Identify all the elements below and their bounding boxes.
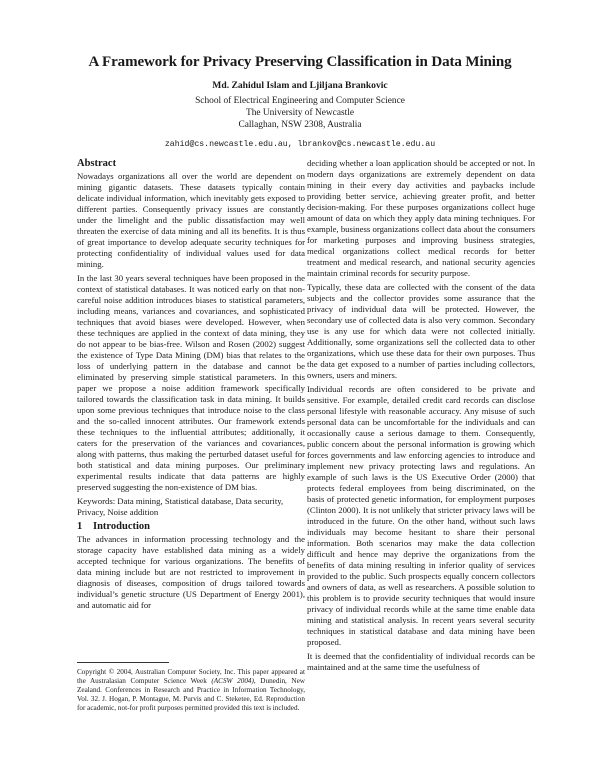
body-paragraph: The advances in information processing technology and the storage capacity have established data mining as a widely accepted technique for various organizations. The benefits of data mining include but are not restricted to improvement in diagnosis of diseases, composition of drugs tailored towards individual’s genetic structure (US Department of Energy 2001), and automatic aid for [77,534,305,610]
section-title: Introduction [93,521,150,532]
footnote-text: Copyright © 2004, Australian Computer Society, Inc. This paper appeared at the Australasian Computer Science Week [77,668,305,685]
footnote-divider [77,662,169,663]
affiliation-university: The University of Newcastle [245,108,355,118]
footnote-text: , Dunedin, New Zealand. Conferences in Research and Practice in Information Technology, Vol. 32. J. Hogan, P. Montague, M. Purvis and C. Steketee, Ed. Reproduction for academic, not-for profit purposes permitted provided this text is included. [77,676,305,712]
paper-title: A Framework for Privacy Preserving Classification in Data Mining [88,54,512,70]
affiliation-address: Callaghan, NSW 2308, Australia [238,120,362,130]
left-column [77,158,305,614]
affiliation-school: School of Electrical Engineering and Computer Science [195,96,405,106]
right-column [307,158,535,676]
keywords: Keywords: Data mining, Statistical database, Data security, Privacy, Noise addition [77,496,284,517]
copyright-footnote [77,668,305,713]
section-heading-introduction [77,521,305,532]
body-paragraph: Typically, these data are collected with the consent of the data subjects and the collector provides some assurance that the privacy of individual data will be protected. However, the secondary use of collected data is also very common. Secondary use is any use for which data were not collected initially. Additionally, some organizations sell the collected data to other organizations, which use these data for their own purposes. Thus the data get exposed to a number of parties including collectors, owners, users and miners. [307,282,535,380]
section-number: 1 [77,521,83,532]
author-emails: zahid@cs.newcastle.edu.au, lbrankov@cs.newcastle.edu.au [164,140,436,149]
author-names: Md. Zahidul Islam and Ljiljana Brankovic [212,80,388,91]
body-paragraph: It is deemed that the confidentiality of individual records can be maintained and at the same time the usefulness of [307,651,535,672]
abstract-paragraph: In the last 30 years several techniques have been proposed in the context of statistical databases. It was noticed early on that non-careful noise addition introduces biases to statistical parameters, including means, variances and covariances, and sophisticated techniques that avoid biases were developed. However, when these techniques are applied in the context of data mining, they do not appear to be bias-free. Wilson and Rosen (2002) suggest the existence of Type Data Mining (DM) bias that relates to the loss of underlying pattern in the database and cannot be eliminated by preserving simple statistical parameters. In this paper we propose a noise addition framework specifically tailored towards the classification task in data mining. It builds upon some previous techniques that introduce noise to the class and the so-called innocent attributes. Our framework extends these techniques to the influential attributes; additionally, it caters for the preservation of the variances and covariances, along with patterns, thus making the perturbed dataset useful for both statistical and data mining purposes. Our preliminary experimental results indicate that data patterns are highly preserved suggesting the non-existence of DM bias. [77,273,305,492]
body-paragraph: Individual records are often considered to be private and sensitive. For example, detailed credit card records can disclose personal lifestyle with reasonable accuracy. Any misuse of such personal data can be uncomfortable for the individuals and can occasionally cause a serious damage to them. Consequently, public concern about the personal information is growing which forces governments and law enforcing agencies to introduce and implement new privacy protecting laws and regulations. An example of such laws is the US Executive Order (2000) that protects federal employees from being discriminated, on the basis of protected genetic information, for employment purposes (Clinton 2000). It is not unlikely that stricter privacy laws will be introduced in the future. On the other hand, without such laws individuals may become hesitant to share their personal information. Both scenarios may make the data collection difficult and hence may deprive the organizations from the benefits of data mining resulting in inferior quality of services provided to the public. Such prospects equally concern collectors and owners of data, as well as researchers. A possible solution to this problem is to provide security techniques that would insure privacy of individual records while at the same time enable data mining and statistical analysis. In recent years several security techniques in statistical database and data mining have been proposed. [307,384,535,647]
abstract-heading: Abstract [77,158,117,169]
body-paragraph: deciding whether a loan application should be accepted or not. In modern days organizations are extremely dependent on data mining in their every day activities and paybacks include providing better service, achieving greater profit, and better decision-making. For these purposes organizations collect huge amount of data on which they apply data mining techniques. For example, business organizations collect data about the consumers for marketing purposes and improving business strategies, medical organizations collect medical records for better treatment and medical research, and national security agencies maintain criminal records for security purpose. [307,158,535,278]
abstract-paragraph: Nowadays organizations all over the world are dependent on mining gigantic datasets. These datasets typically contain delicate individual information, which inevitably gets exposed to different parties. Consequently privacy issues are constantly under the limelight and the public dissatisfaction may well threaten the exercise of data mining and all its benefits. It is thus of great importance to develop adequate security techniques for protecting confidentiality of individual values used for data mining. [77,171,305,269]
footnote-venue: (ACSW 2004) [211,676,254,685]
